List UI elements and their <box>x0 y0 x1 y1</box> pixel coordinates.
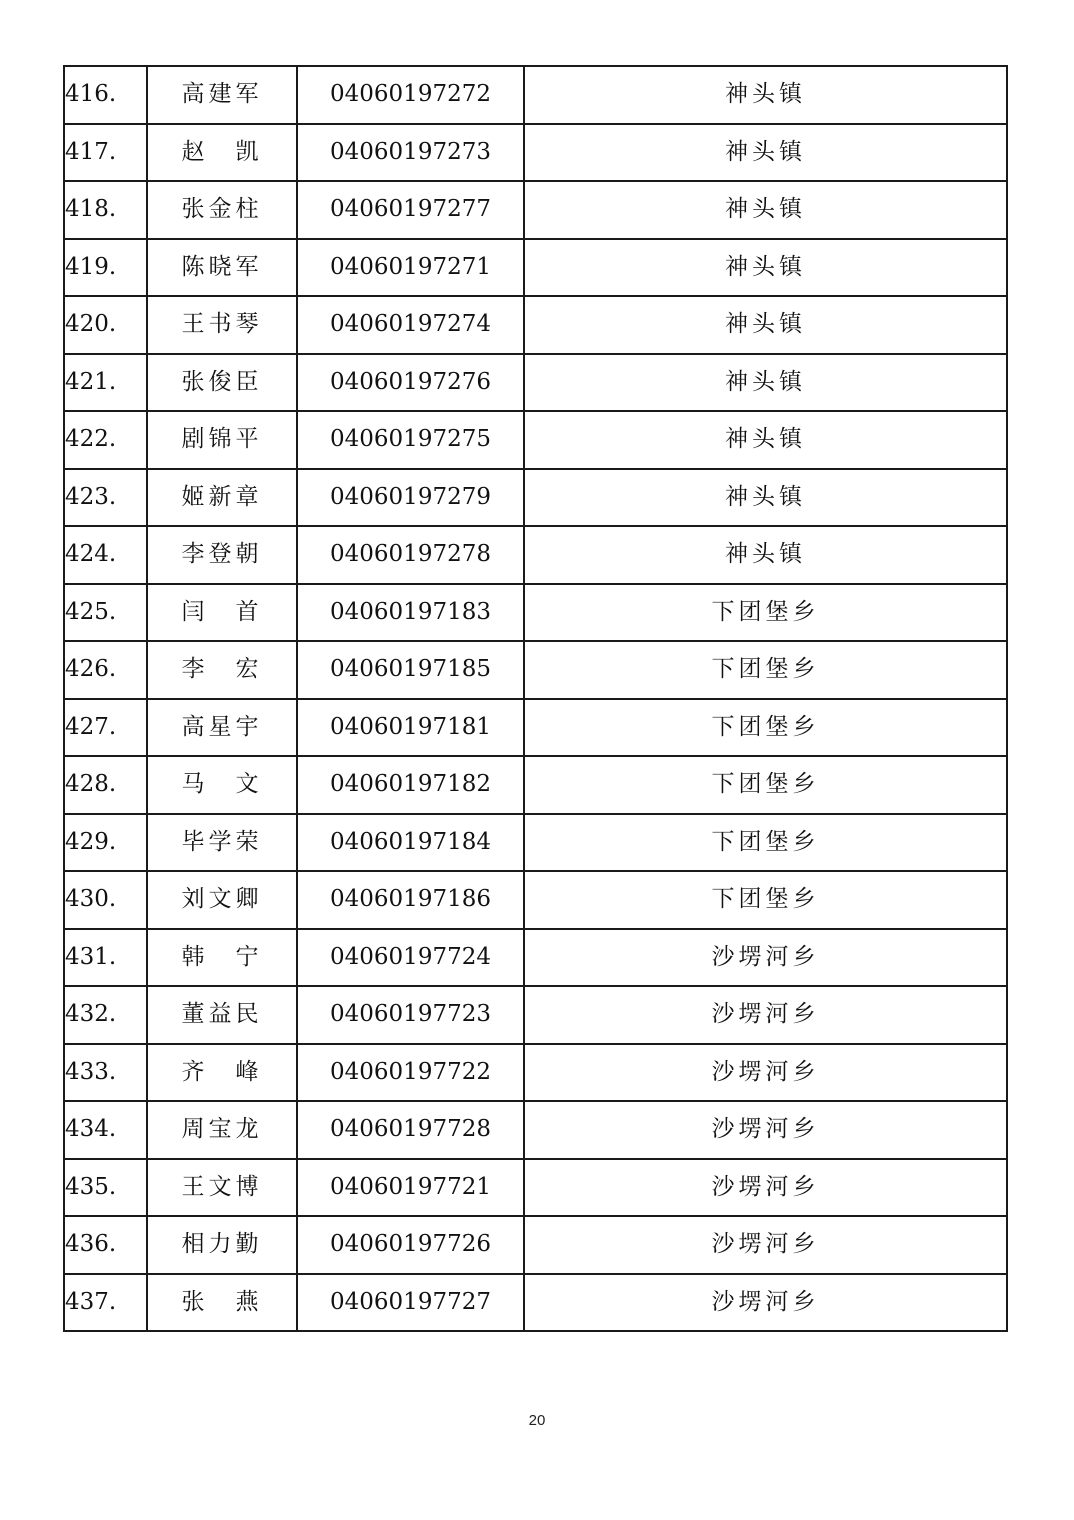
row-town: 下团堡乡 <box>524 814 1007 872</box>
row-town: 沙塄河乡 <box>524 986 1007 1044</box>
row-name: 李登朝 <box>147 526 297 584</box>
row-town: 下团堡乡 <box>524 699 1007 757</box>
row-town: 神头镇 <box>524 296 1007 354</box>
row-name: 刘文卿 <box>147 871 297 929</box>
table-row <box>64 66 1007 124</box>
row-name: 剧锦平 <box>147 411 297 469</box>
table-row <box>64 124 1007 182</box>
row-town: 沙塄河乡 <box>524 1159 1007 1217</box>
row-id-number: 04060197723 <box>297 986 524 1044</box>
row-index: 437. <box>64 1274 147 1332</box>
row-id-number: 04060197272 <box>297 66 524 124</box>
row-index: 421. <box>64 354 147 412</box>
table-row <box>64 354 1007 412</box>
row-name: 周宝龙 <box>147 1101 297 1159</box>
table-row <box>64 239 1007 297</box>
table-row <box>64 1274 1007 1332</box>
table-row <box>64 1101 1007 1159</box>
row-town: 神头镇 <box>524 239 1007 297</box>
row-town: 神头镇 <box>524 66 1007 124</box>
row-town: 下团堡乡 <box>524 584 1007 642</box>
row-name: 毕学荣 <box>147 814 297 872</box>
row-name: 董益民 <box>147 986 297 1044</box>
row-town: 神头镇 <box>524 526 1007 584</box>
table-row <box>64 469 1007 527</box>
row-id-number: 04060197277 <box>297 181 524 239</box>
row-index: 432. <box>64 986 147 1044</box>
row-index: 422. <box>64 411 147 469</box>
table-row <box>64 1216 1007 1274</box>
row-id-number: 04060197184 <box>297 814 524 872</box>
table-row <box>64 929 1007 987</box>
roster-table <box>63 65 1008 1332</box>
row-town: 神头镇 <box>524 124 1007 182</box>
row-name: 姬新章 <box>147 469 297 527</box>
row-id-number: 04060197728 <box>297 1101 524 1159</box>
row-id-number: 04060197181 <box>297 699 524 757</box>
table-row <box>64 641 1007 699</box>
table-row <box>64 296 1007 354</box>
row-town: 沙塄河乡 <box>524 1101 1007 1159</box>
row-id-number: 04060197182 <box>297 756 524 814</box>
row-name: 齐 峰 <box>147 1044 297 1102</box>
table-row <box>64 986 1007 1044</box>
row-id-number: 04060197186 <box>297 871 524 929</box>
row-town: 下团堡乡 <box>524 756 1007 814</box>
row-index: 431. <box>64 929 147 987</box>
row-name: 高星宇 <box>147 699 297 757</box>
row-id-number: 04060197726 <box>297 1216 524 1274</box>
row-index: 435. <box>64 1159 147 1217</box>
table-row <box>64 699 1007 757</box>
row-town: 神头镇 <box>524 411 1007 469</box>
table-row <box>64 1159 1007 1217</box>
row-id-number: 04060197727 <box>297 1274 524 1332</box>
page-number: 20 <box>528 1412 546 1429</box>
table-row <box>64 1044 1007 1102</box>
table-row <box>64 871 1007 929</box>
row-id-number: 04060197724 <box>297 929 524 987</box>
row-name: 闫 首 <box>147 584 297 642</box>
row-id-number: 04060197722 <box>297 1044 524 1102</box>
table-row <box>64 814 1007 872</box>
row-index: 430. <box>64 871 147 929</box>
row-index: 425. <box>64 584 147 642</box>
row-index: 420. <box>64 296 147 354</box>
table-row <box>64 181 1007 239</box>
row-name: 张俊臣 <box>147 354 297 412</box>
row-index: 416. <box>64 66 147 124</box>
row-index: 433. <box>64 1044 147 1102</box>
row-name: 马 文 <box>147 756 297 814</box>
row-index: 419. <box>64 239 147 297</box>
table-row <box>64 526 1007 584</box>
row-id-number: 04060197183 <box>297 584 524 642</box>
row-town: 下团堡乡 <box>524 871 1007 929</box>
row-name: 相力勤 <box>147 1216 297 1274</box>
row-index: 418. <box>64 181 147 239</box>
row-name: 韩 宁 <box>147 929 297 987</box>
row-index: 427. <box>64 699 147 757</box>
row-name: 张金柱 <box>147 181 297 239</box>
row-index: 428. <box>64 756 147 814</box>
row-name: 赵 凯 <box>147 124 297 182</box>
row-index: 436. <box>64 1216 147 1274</box>
row-id-number: 04060197279 <box>297 469 524 527</box>
row-name: 李 宏 <box>147 641 297 699</box>
row-index: 417. <box>64 124 147 182</box>
row-name: 王书琴 <box>147 296 297 354</box>
row-id-number: 04060197276 <box>297 354 524 412</box>
row-town: 神头镇 <box>524 469 1007 527</box>
row-town: 下团堡乡 <box>524 641 1007 699</box>
row-id-number: 04060197278 <box>297 526 524 584</box>
row-id-number: 04060197274 <box>297 296 524 354</box>
row-id-number: 04060197273 <box>297 124 524 182</box>
roster-body <box>64 66 1007 1331</box>
row-town: 沙塄河乡 <box>524 929 1007 987</box>
row-town: 沙塄河乡 <box>524 1274 1007 1332</box>
table-row <box>64 756 1007 814</box>
row-index: 424. <box>64 526 147 584</box>
row-id-number: 04060197721 <box>297 1159 524 1217</box>
table-row <box>64 584 1007 642</box>
row-name: 高建军 <box>147 66 297 124</box>
row-index: 423. <box>64 469 147 527</box>
row-index: 429. <box>64 814 147 872</box>
row-name: 张 燕 <box>147 1274 297 1332</box>
row-index: 434. <box>64 1101 147 1159</box>
row-town: 沙塄河乡 <box>524 1044 1007 1102</box>
row-id-number: 04060197185 <box>297 641 524 699</box>
table-row <box>64 411 1007 469</box>
row-id-number: 04060197271 <box>297 239 524 297</box>
row-town: 神头镇 <box>524 181 1007 239</box>
row-name: 王文博 <box>147 1159 297 1217</box>
row-index: 426. <box>64 641 147 699</box>
row-id-number: 04060197275 <box>297 411 524 469</box>
row-town: 沙塄河乡 <box>524 1216 1007 1274</box>
row-town: 神头镇 <box>524 354 1007 412</box>
row-name: 陈晓军 <box>147 239 297 297</box>
